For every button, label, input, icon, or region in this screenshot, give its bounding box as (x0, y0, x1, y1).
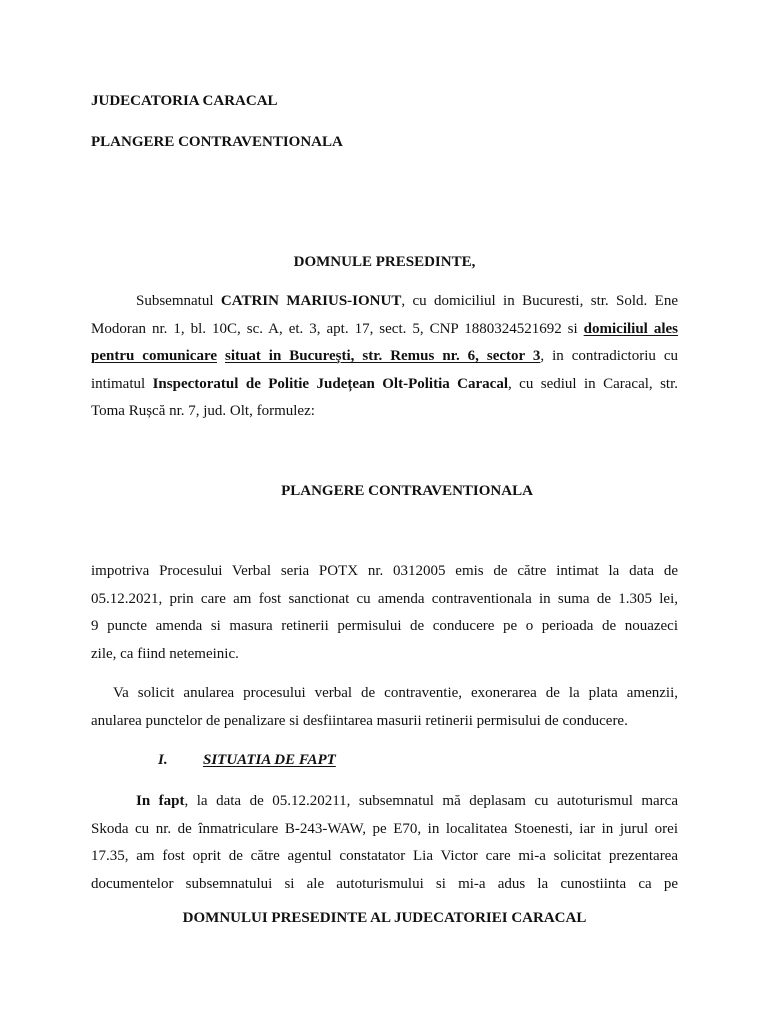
intro-text: , in contradictoriu cu (540, 348, 678, 364)
section-title: SITUATIA DE FAPT (203, 752, 336, 768)
facts-line: Skoda cu nr. de înmatriculare B-243-WAW, pe E70, in localitatea Stoenesti, iar in jurul orei (91, 820, 678, 837)
addressee-footer: DOMNULUI PRESEDINTE AL JUDECATORIEI CARACAL (182, 910, 587, 926)
object-paragraph (91, 558, 678, 668)
facts-line: 17.35, am fost oprit de către agentul constatator Lia Victor care mi-a solicitat prezentarea (91, 848, 678, 864)
intro-line-3 (91, 343, 678, 371)
facts-line-1 (91, 788, 678, 816)
intro-line-4 (91, 371, 678, 399)
document-type: PLANGERE CONTRAVENTIONALA (91, 134, 343, 150)
respondent-name: Inspectoratul de Politie Județean Olt-Politia Caracal (152, 375, 508, 392)
request-paragraph (91, 680, 678, 735)
facts-lead: In fapt (136, 793, 185, 809)
facts-paragraph (91, 788, 678, 898)
intro-text: Modoran nr. 1, bl. 10C, sc. A, et. 3, apt. 17, sect. 5, CNP 1880324521692 si (91, 320, 584, 337)
elected-domicile-label-cont: pentru comunicare (91, 348, 218, 364)
object-line: 05.12.2021, prin care am fost sanctionat cu amenda contraventionala in suma de 1.305 lei, (91, 590, 678, 607)
intro-text: intimatul (91, 375, 153, 392)
elected-domicile-address: situat in București, str. Remus nr. 6, sector 3 (224, 348, 541, 364)
complainant-name: CATRIN MARIUS-IONUT (220, 293, 402, 309)
intro-paragraph (91, 288, 678, 426)
intro-text: , cu sediul in Caracal, str. (508, 375, 678, 392)
court-name: JUDECATORIA CARACAL (91, 93, 278, 109)
object-line: zile, ca fiind netemeinic. (91, 645, 239, 662)
request-line: anularea punctelor de penalizare si desfiintarea masurii retinerii permisului de conducere. (91, 712, 628, 729)
section-number: I. (158, 752, 168, 768)
intro-text: Subsemnatul (136, 293, 221, 309)
facts-line: documentelor subsemnatului si ale autoturismului si mi-a adus la cunostiinta ca pe (91, 875, 678, 892)
complaint-title: PLANGERE CONTRAVENTIONALA (281, 483, 533, 499)
salutation: DOMNULE PRESEDINTE, (293, 254, 476, 270)
request-line: Va solicit anularea procesului verbal de contraventie, exonerarea de la plata amenzii, (113, 685, 678, 701)
elected-domicile-label: domiciliul ales (583, 320, 678, 337)
object-line: 9 puncte amenda si masura retinerii permisului de conducere pe o perioada de nouazeci (91, 618, 678, 634)
intro-line-1 (91, 288, 678, 316)
intro-line-2 (91, 316, 678, 344)
object-line: impotriva Procesului Verbal seria POTX nr. 0312005 emis de către intimat la data de (91, 563, 678, 579)
intro-text: , cu domiciliul in Bucuresti, str. Sold. Ene (401, 293, 678, 309)
section-heading (158, 747, 558, 775)
facts-text: , la data de 05.12.20211, subsemnatul mă deplasam cu autoturismul marca (184, 793, 678, 809)
intro-line-5: Toma Rușcă nr. 7, jud. Olt, formulez: (91, 403, 315, 419)
